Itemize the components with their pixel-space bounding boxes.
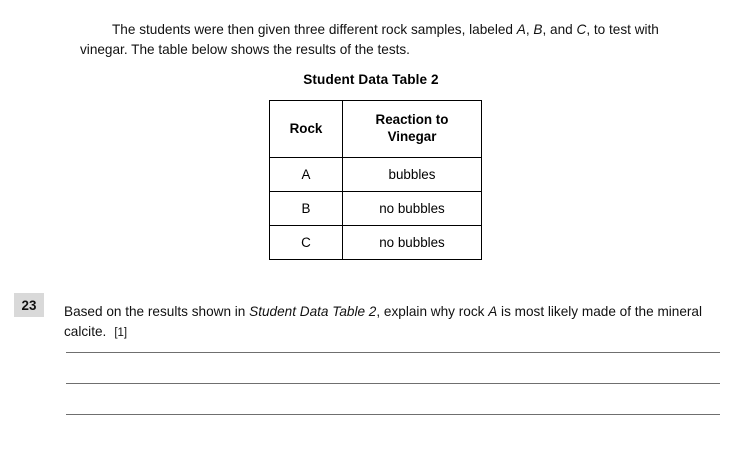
answer-line[interactable] bbox=[66, 383, 720, 384]
question-text-part-1: Based on the results shown in bbox=[64, 303, 250, 319]
intro-text-part-2: , bbox=[525, 21, 534, 37]
question-table-reference: Student Data Table 2 bbox=[249, 303, 377, 319]
question-number-badge: 23 bbox=[14, 293, 44, 317]
student-data-table bbox=[269, 100, 482, 260]
cell-rock-b: B bbox=[270, 192, 343, 226]
table-row bbox=[270, 192, 482, 226]
question-text-part-2: , explain why rock bbox=[376, 303, 489, 319]
cell-reaction-b: no bubbles bbox=[343, 192, 482, 226]
intro-text-part-4: , to test with vinegar. The table below shows the results of the tests. bbox=[80, 21, 659, 58]
cell-rock-a: A bbox=[270, 158, 343, 192]
question-text bbox=[64, 302, 716, 343]
answer-line[interactable] bbox=[66, 352, 720, 353]
column-header-reaction: Reaction to Vinegar bbox=[343, 101, 482, 158]
intro-text-part-1: The students were then given three different rock samples, labeled bbox=[112, 21, 517, 37]
table-title: Student Data Table 2 bbox=[303, 72, 439, 87]
question-rock-label: A bbox=[488, 303, 498, 319]
intro-label-b: B bbox=[533, 21, 543, 37]
question-text-part-3: is most likely made of the mineral calcite. bbox=[64, 303, 703, 339]
intro-label-c: C bbox=[576, 21, 587, 37]
intro-label-a: A bbox=[516, 21, 526, 37]
intro-text-part-3: , and bbox=[542, 21, 577, 37]
cell-reaction-c: no bubbles bbox=[343, 226, 482, 260]
table-row bbox=[270, 158, 482, 192]
table-row bbox=[270, 226, 482, 260]
intro-paragraph bbox=[80, 20, 660, 61]
table-header-row bbox=[270, 101, 482, 158]
question-marks: [1] bbox=[114, 326, 128, 339]
cell-reaction-a: bubbles bbox=[343, 158, 482, 192]
answer-lines[interactable] bbox=[66, 352, 720, 445]
column-header-rock: Rock bbox=[270, 101, 343, 158]
cell-rock-c: C bbox=[270, 226, 343, 260]
answer-line[interactable] bbox=[66, 414, 720, 415]
